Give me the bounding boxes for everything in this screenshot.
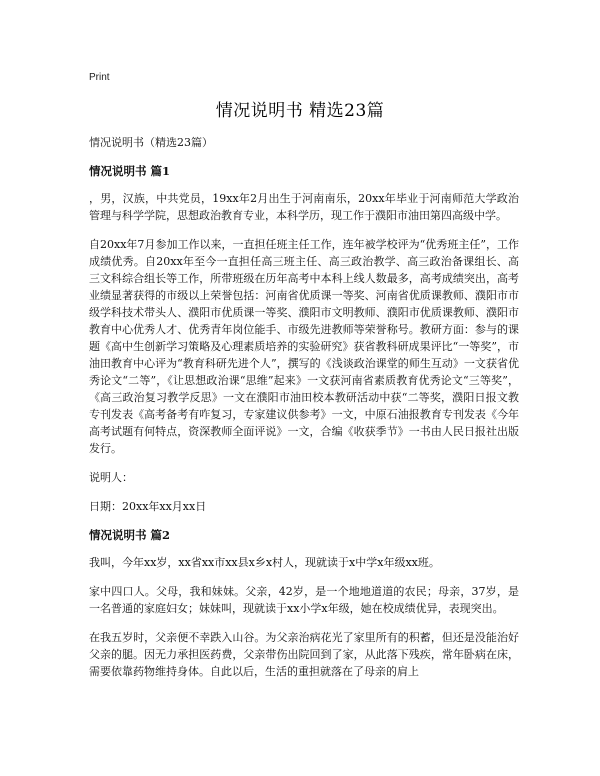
paragraph: 自20xx年7月参加工作以来，一直担任班主任工作，连年被学校评为“优秀班主任”，工作成绩优秀。自20xx年至今一直担任高三班主任、高三政治教学、高三政治备课组长、高三文科综合组长等工作，所带班级在历年高考中本科上线人数最多，高考成绩突出，高考业绩显著获得的市级以上荣誉包括：河南省优质课一等奖、河南省优质课教师、濮阳市市级学科技术带头人、濮阳市优质课一等奖、濮阳市文明教师、濮阳市优质课教师、濮阳市教育中心优秀人才、优秀青年岗位能手、市级先进教师等荣誉称号。教研方面：参与的课题《高中生创新学习策略及心理素质培养的实验研究》获省教科研成果评比“一等奖”，市油田教育中心评为“教育科研先进个人”，撰写的《浅谈政治课堂的师生互动》一文获省优秀论文“二等”，《让思想政治课“思维”起来》一文获河南省素质教育优秀论文“三等奖”，《高三政治复习教学反思》一文在濮阳市油田校本教研活动中获“二等奖，濮阳日报文教专刊发表《高考备考有咋复习，专家建议供参考》一文，中原石油报教育专刊发表《今年高考试题有何特点，资深教师全面评说》一文，合编《收获季节》一书由人民日报社出版发行。 [89,238,519,455]
document-body [89,134,519,692]
paragraph: 在我五岁时，父亲便不幸跌入山谷。为父亲治病花光了家里所有的积蓄，但还是没能治好父亲的腿。因无力承担医药费，父亲带伤出院回到了家，从此落下残疾，常年卧病在床，需要依靠药物维持身体。自此以后，生活的重担就落在了母亲的肩上 [89,631,519,678]
signer-label: 说明人： [89,471,133,484]
date-line: 日期：20xx年xx月xx日 [89,500,207,513]
print-link[interactable]: Print [89,72,110,83]
document-title: 情况说明书 精选23篇 [215,101,385,121]
section-2 [89,527,519,680]
document-subtitle: 情况说明书（精选23篇） [89,136,213,149]
section-1 [89,163,519,515]
paragraph: ，男，汉族，中共党员，19xx年2月出生于河南南乐，20xx年毕业于河南师范大学政治管理与科学学院，思想政治教育专业，本科学历，现工作于濮阳市油田第四高级中学。 [89,192,519,222]
paragraph: 家中四口人。父母，我和妹妹。父亲，42岁，是一个地地道道的农民；母亲，37岁，是一名普通的家庭妇女；妹妹叫，现就读于xx小学x年级，她在校成绩优异，表现突出。 [89,585,519,615]
section-heading: 情况说明书 篇1 [89,164,171,178]
paragraph: 我叫，今年xx岁，xx省xx市xx县x乡x村人，现就读于x中学x年级xx班。 [89,556,440,569]
section-heading: 情况说明书 篇2 [89,528,171,542]
